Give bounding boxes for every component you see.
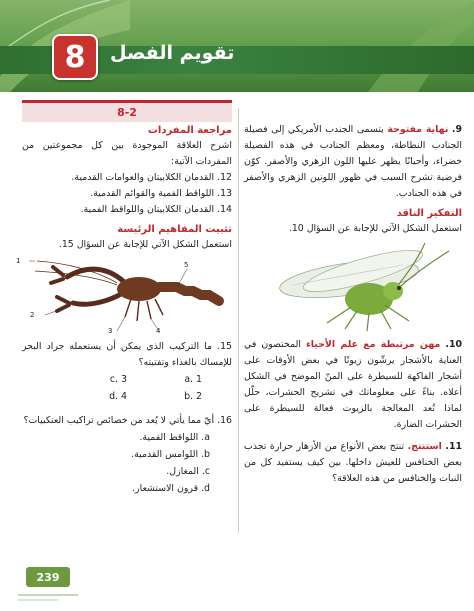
critical-thinking-intro: استعمل الشكل الآتي للإجابة عن السؤال 10. bbox=[288, 223, 462, 234]
chapter-title: تقويم الفصل bbox=[110, 42, 235, 64]
q16-choice-c[interactable]: c. المغازل. bbox=[166, 466, 210, 477]
lobster-label-5: 5 bbox=[184, 261, 189, 269]
q15-choices bbox=[22, 371, 232, 405]
aphid-illustration-icon bbox=[253, 241, 453, 333]
concepts-heading: تثبيت المفاهيم الرئيسة bbox=[117, 224, 232, 235]
section-label: 8-2 bbox=[22, 100, 232, 122]
question-16: 16. أيّ مما يأتي لا يُعد من خصائص تراكيب العنكبيات؟ bbox=[23, 415, 232, 426]
left-column bbox=[16, 100, 232, 497]
q16-choice-a[interactable]: a. اللواقط الفمية. bbox=[139, 432, 210, 443]
lobster-figure bbox=[16, 257, 232, 335]
chapter-number-badge: 8 bbox=[52, 34, 98, 80]
question-14: 14. القدمان الكلابيتان واللواقط الفمية. bbox=[80, 204, 232, 215]
q16-choice-d[interactable]: d. قرون الاستشعار. bbox=[132, 483, 210, 494]
question-12: 12. القدمان الكلابيتان والعوامات القدمية. bbox=[71, 172, 232, 183]
q11-label: استنتج. bbox=[407, 441, 442, 452]
publisher-logo-icon bbox=[18, 591, 78, 605]
question-9: 9. نهاية مفتوحة يتسمى الجندب الأمريكي إلى فصيلة الجنادب النطاطة، ومعظم الجنادب في هذه الفصيلة خضراء، وأحيانًا يظهر عليها اللون الزهري والأصفر. كوّن فرضية تشرح السبب في ظهور اللونين الزهري والأصفر في هذه الجنادب. bbox=[244, 124, 463, 199]
vocab-intro: اشرح العلاقة الموجودة بين كل مجموعتين من المفردات الآتية: bbox=[22, 140, 232, 167]
q15-choice-b[interactable]: b. 2 bbox=[184, 391, 202, 402]
column-divider bbox=[238, 108, 239, 533]
question-13: 13. اللواقط الفمية والقوائم القدمية. bbox=[90, 188, 232, 199]
concepts-intro: استعمل الشكل الآتي للإجابة عن السؤال 15. bbox=[58, 239, 232, 250]
right-column bbox=[244, 100, 462, 487]
question-10: 10. مهن مرتبطة مع علم الأحياء المختصون في العناية بالأشجار يرشّون زيوتًا في بعض الأوقات على أشجار الفاكهة للسيطرة على المنّ الموضح في الشكل أعلاه. بناءً على معلوماتك في تشريح الحشرات، حلّل لماذا تُعد المعالجة بالزيوت فعالة للسيطرة على الحشرات الضارة. bbox=[244, 339, 462, 430]
lobster-illustration-icon bbox=[27, 257, 227, 335]
lobster-label-3: 3 bbox=[108, 327, 113, 335]
q9-label: نهاية مفتوحة bbox=[387, 124, 449, 135]
lobster-label-1: 1 bbox=[16, 257, 21, 265]
q15-choice-d[interactable]: d. 4 bbox=[109, 391, 127, 402]
question-11: 11. استنتج. تنتج بعض الأنواع من الأزهار حرارة تجذب بعض الخنافس للعيش داخلها. بين كيف يستفيد كل من النبات والخنافس من هذه العلاقة؟ bbox=[244, 441, 462, 484]
q15-choice-c[interactable]: c. 3 bbox=[109, 374, 127, 385]
q16-choice-b[interactable]: b. اللوامس القدمية. bbox=[131, 449, 210, 460]
q16-choices bbox=[22, 429, 232, 497]
aphid-figure bbox=[244, 241, 462, 333]
chapter-header bbox=[0, 0, 474, 92]
page-number: 239 bbox=[26, 567, 70, 587]
critical-thinking-heading: التفكير الناقد bbox=[396, 208, 462, 219]
vocab-heading: مراجعة المفردات bbox=[147, 125, 232, 136]
question-15: 15. ما التركيب الذي يمكن أن يستعمله جراد البحر للإمساك بالغذاء وتفتيته؟ bbox=[22, 341, 232, 368]
q15-choice-a[interactable]: a. 1 bbox=[184, 374, 202, 385]
q10-label: مهن مرتبطة مع علم الأحياء bbox=[305, 339, 441, 350]
lobster-label-2: 2 bbox=[30, 311, 35, 319]
lobster-label-4: 4 bbox=[156, 327, 161, 335]
